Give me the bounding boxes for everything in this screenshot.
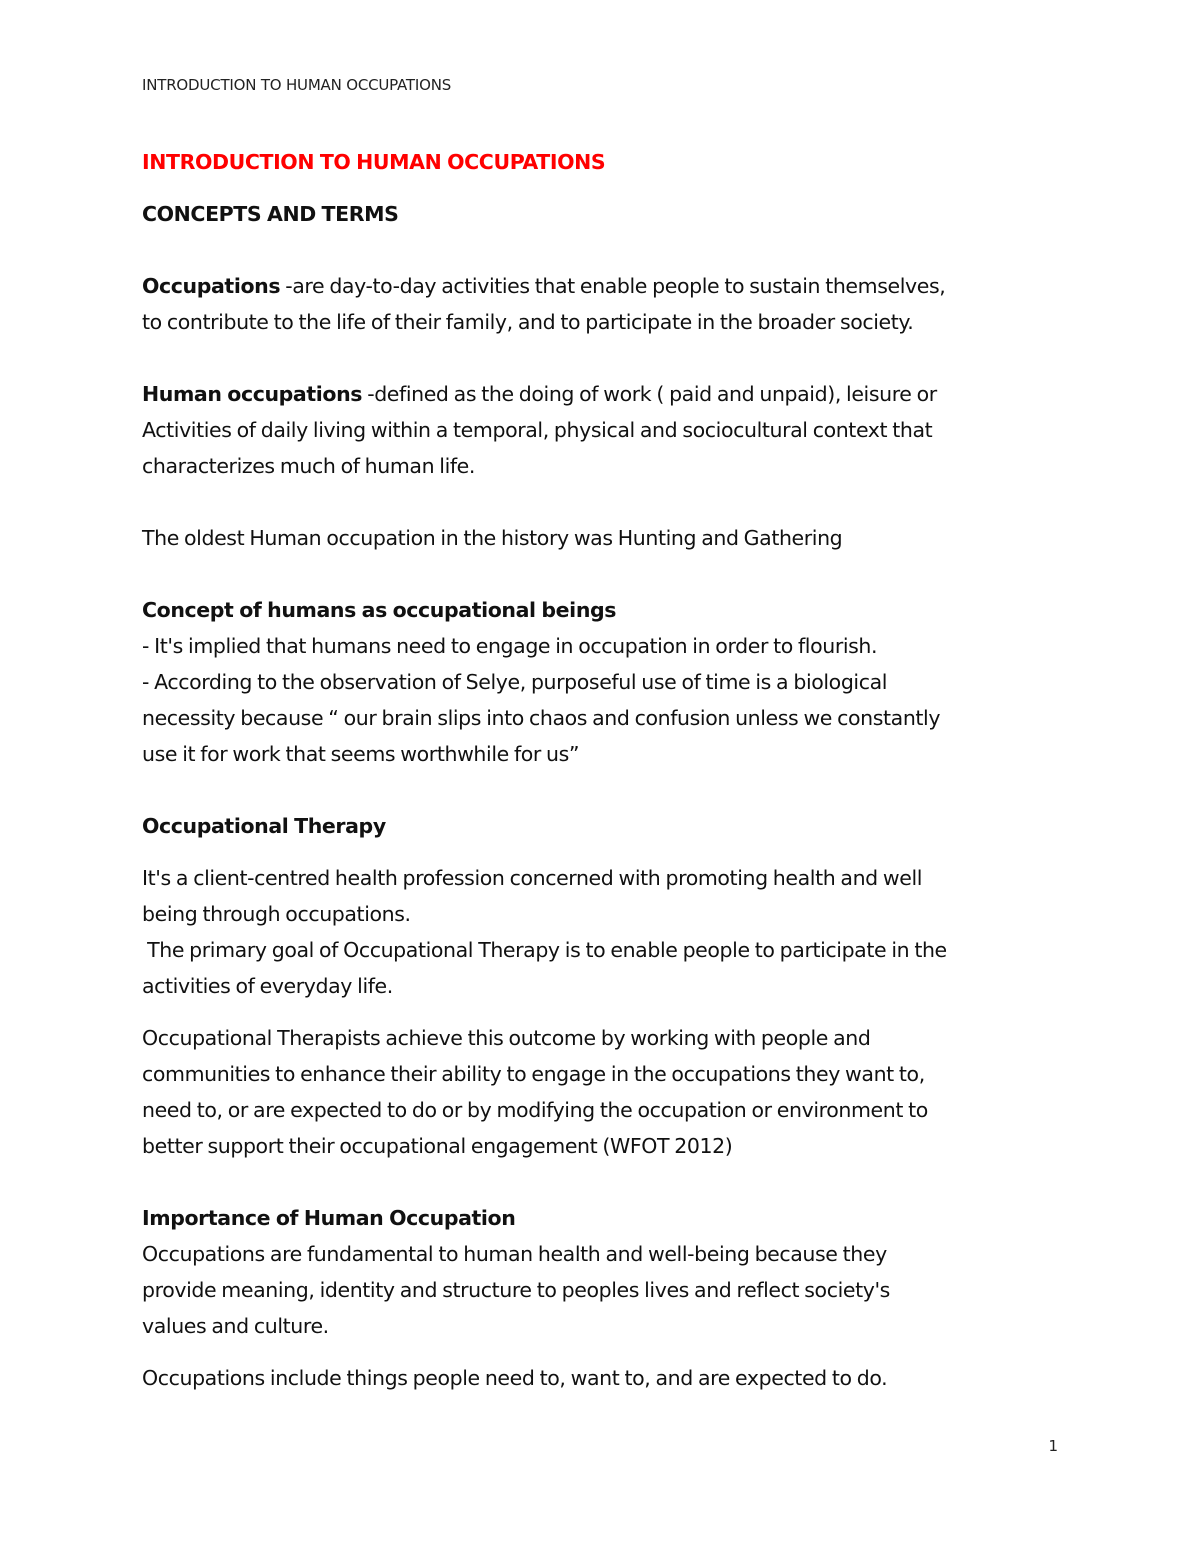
ot-line: communities to enhance their ability to engage in the occupations they want to, [142,1062,925,1086]
importance-line: Occupations include things people need to, want to, and are expected to do. [142,1366,888,1390]
term-human-occupations: Human occupations [142,382,363,406]
ot-line: being through occupations. [142,902,411,926]
section-importance [142,1200,1072,1396]
oldest-occupation-statement: The oldest Human occupation in the history was Hunting and Gathering [142,526,843,550]
concept-line: necessity because “ our brain slips into chaos and confusion unless we constantly [142,706,941,730]
ot-paragraph [142,1020,1072,1164]
ot-paragraph [142,860,1072,1004]
ot-line: It's a client-centred health profession concerned with promoting health and well [142,866,923,890]
ot-line: The primary goal of Occupational Therapy is to enable people to participate in the [142,938,947,962]
definition-line: to contribute to the life of their family, and to participate in the broader society. [142,310,914,334]
definition-human-occupations [142,376,1072,484]
concept-line: use it for work that seems worthwhile for us” [142,742,580,766]
page-number: 1 [1048,1437,1058,1455]
ot-line: activities of everyday life. [142,974,393,998]
importance-line: provide meaning, identity and structure to peoples lives and reflect society's [142,1278,890,1302]
definition-text: -are day-to-day activities that enable people to sustain themselves, [280,274,946,298]
definition-line [142,268,1072,304]
definition-occupations [142,268,1072,340]
importance-line: Occupations are fundamental to human health and well-being because they [142,1242,887,1266]
importance-line: values and culture. [142,1314,329,1338]
definition-text: -defined as the doing of work ( paid and unpaid), leisure or [362,382,937,406]
ot-heading: Occupational Therapy [142,814,386,838]
section-occupational-therapy [142,808,1072,1164]
section-subtitle: CONCEPTS AND TERMS [142,202,399,226]
concept-heading: Concept of humans as occupational beings [142,598,617,622]
document-body [142,144,1072,1396]
ot-line: better support their occupational engagement (WFOT 2012) [142,1134,733,1158]
definition-line: Activities of daily living within a temporal, physical and sociocultural context that [142,418,933,442]
document-title: INTRODUCTION TO HUMAN OCCUPATIONS [142,150,606,174]
concept-line: - It's implied that humans need to engage in occupation in order to flourish. [142,634,878,658]
ot-line: need to, or are expected to do or by modifying the occupation or environment to [142,1098,928,1122]
running-header: INTRODUCTION TO HUMAN OCCUPATIONS [142,76,452,94]
concept-line: - According to the observation of Selye, purposeful use of time is a biological [142,670,888,694]
importance-heading: Importance of Human Occupation [142,1206,516,1230]
definition-line: characterizes much of human life. [142,454,476,478]
ot-line: Occupational Therapists achieve this outcome by working with people and [142,1026,871,1050]
term-occupations: Occupations [142,274,281,298]
section-concept [142,592,1072,772]
definition-line [142,376,1072,412]
